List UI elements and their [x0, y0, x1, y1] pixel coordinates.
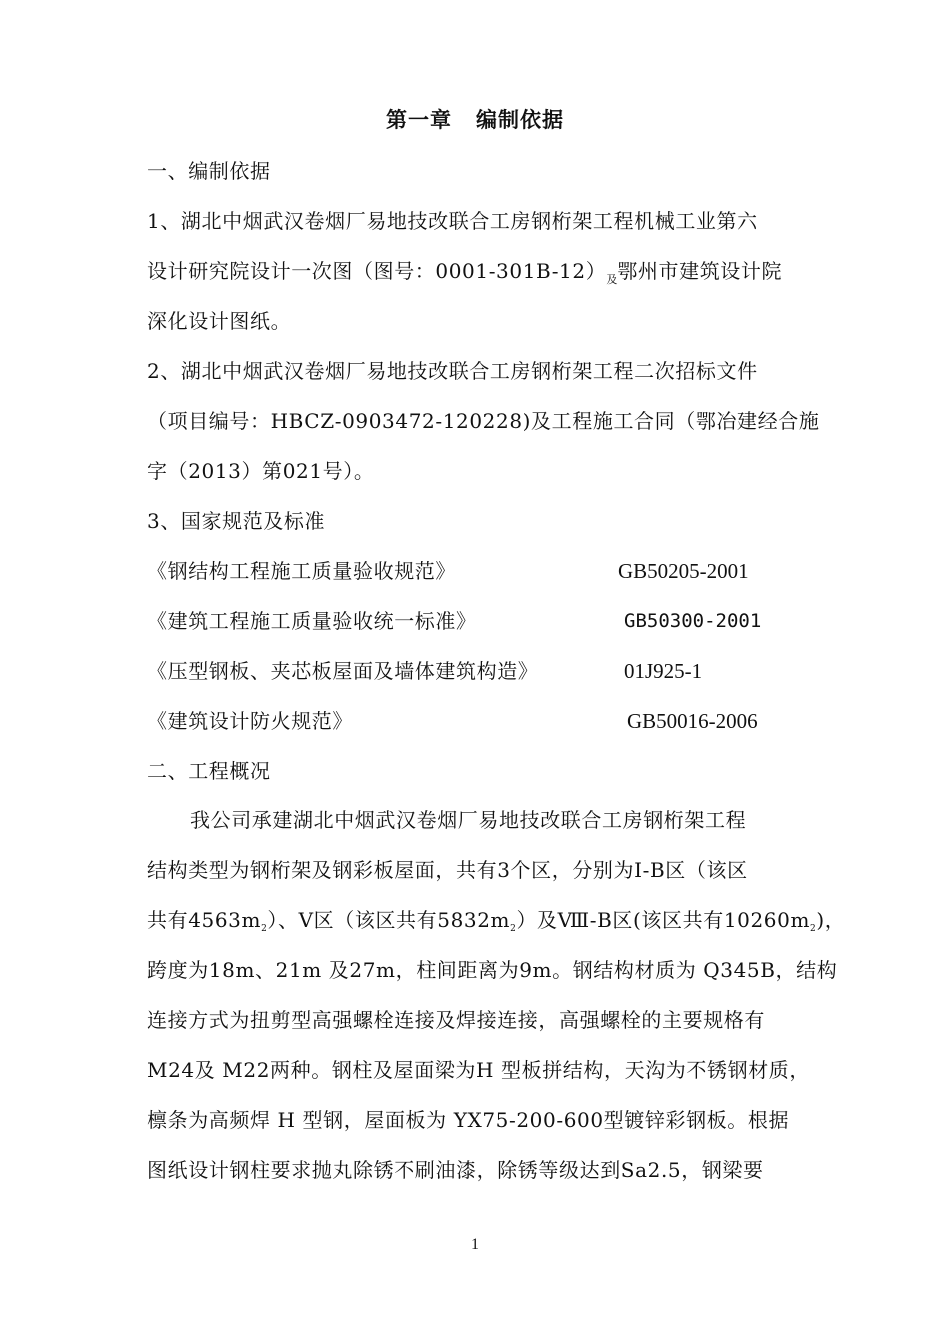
overview-line6: M24及 M22两种。钢柱及屋面梁为H 型板拼结构，天沟为不锈钢材质， [147, 1058, 811, 1082]
overview-line1: 我公司承建湖北中烟武汉卷烟厂易地技改联合工房钢桁架工程 [190, 808, 747, 832]
section-heading-basis: 一、编制依据 [147, 159, 271, 183]
chapter-name: 编制依据 [476, 108, 564, 132]
item3-heading: 3、国家规范及标准 [147, 509, 326, 533]
chapter-title [0, 105, 950, 135]
item1-line3: 深化设计图纸。 [147, 309, 292, 333]
chapter-number: 第一章 [386, 108, 452, 132]
overview-line3: 共有$4563m_2$）、Ⅴ区（该区共有$5832m_2$）及Ⅷ-B区(该区共有$10260m_2$)， [147, 908, 846, 934]
standard-code: GB50300-2001 [624, 610, 762, 632]
overview-line4: 跨度为18m、21m 及27m，柱间距离为9m。钢结构材质为 Q345B，结构 [147, 958, 838, 982]
standard-code: GB50016-2006 [627, 709, 758, 733]
item1-line2: 设计研究院设计一次图（图号：$0001-301B-12)_及$鄂州市建筑设计院 [147, 259, 783, 286]
overview-line7: 檩条为高频焊 H 型钢，屋面板为 YX75-200-600型镀锌彩钢板。根据 [147, 1108, 790, 1132]
standard-name: 《压型钢板、夹芯板屋面及墙体建筑构造》 [147, 659, 539, 683]
standard-name: 《钢结构工程施工质量验收规范》 [147, 559, 456, 583]
standard-name: 《建筑工程施工质量验收统一标准》 [147, 609, 477, 633]
section-heading-overview: 二、工程概况 [147, 759, 271, 783]
standard-code: 01J925-1 [624, 659, 703, 683]
item2-line3: 字（2013）第021号）。 [147, 459, 375, 483]
item1-line1: 1、湖北中烟武汉卷烟厂易地技改联合工房钢桁架工程机械工业第六 [147, 209, 758, 233]
standard-name: 《建筑设计防火规范》 [147, 709, 353, 733]
item2-line2: （项目编号：HBCZ-0903472-120228)及工程施工合同（鄂冶建经合施 [147, 409, 820, 433]
overview-line8: 图纸设计钢柱要求抛丸除锈不刷油漆，除锈等级达到Sa2.5，钢梁要 [147, 1158, 764, 1182]
page-number: 1 [471, 1236, 479, 1253]
item2-line1: 2、湖北中烟武汉卷烟厂易地技改联合工房钢桁架工程二次招标文件 [147, 359, 758, 383]
overview-line5: 连接方式为扭剪型高强螺栓连接及焊接连接，高强螺栓的主要规格有 [147, 1008, 765, 1032]
overview-line2: 结构类型为钢桁架及钢彩板屋面，共有3个区，分别为Ⅰ-B区（该区 [147, 858, 748, 882]
standard-code: GB50205-2001 [618, 559, 749, 583]
